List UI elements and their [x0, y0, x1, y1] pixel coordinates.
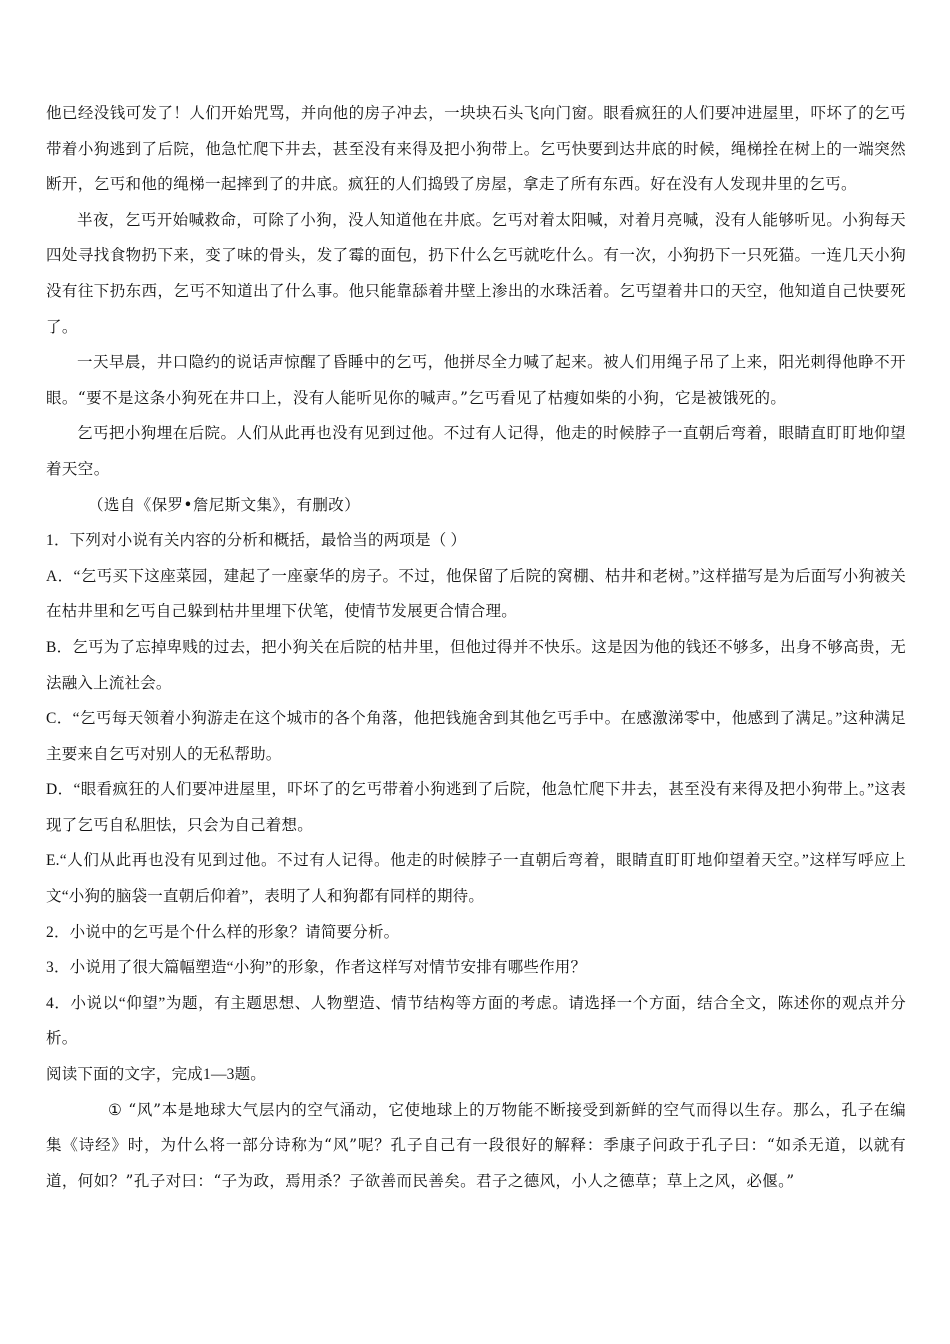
option-b: B．乞丐为了忘掉卑贱的过去，把小狗关在后院的枯井里，但他过得并不快乐。这是因为他的钱还不够多，出身不够高贵，无法融入上流社会。: [46, 638, 906, 692]
story-paragraph-1: 他已经没钱可发了！人们开始咒骂，并向他的房子冲去，一块块石头飞向门窗。眼看疯狂的人们要冲进屋里，吓坏了的乞丐带着小狗逃到了后院，他急忙爬下井去，甚至没有来得及把小狗带上。乞丐快要到达井底的时候，绳梯拴在树上的一端突然断开，乞丐和他的绳梯一起摔到了的井底。疯狂的人们捣毁了房屋，拿走了所有东西。好在没有人发现井里的乞丐。: [46, 104, 906, 194]
section-paragraph-1: [46, 1093, 906, 1200]
document-body: [46, 96, 906, 1199]
option-a: A．“乞丐买下这座菜园，建起了一座豪华的房子。不过，他保留了后院的窝棚、枯井和老树。”这样描写是为后面写小狗被关在枯井里和乞丐自己躲到枯井里埋下伏笔，使情节发展更合情合理。: [46, 567, 906, 621]
section-paragraph-text: “风”本是地球大气层内的空气涌动，它使地球上的万物能不断接受到新鲜的空气而得以生存。那么，孔子在编集《诗经》时，为什么将一部分诗称为“风”呢？孔子自己有一段很好的解释：季康子问政于孔子曰：“如杀无道，以就有道，何如？”孔子对曰：“子为政，焉用杀？子欲善而民善矣。君子之德风，小人之德草；草上之风，必偃。”: [46, 1100, 906, 1190]
option-c: C．“乞丐每天领着小狗游走在这个城市的各个角落，他把钱施舍到其他乞丐手中。在感激涕零中，他感到了满足。”这种满足主要来自乞丐对别人的无私帮助。: [46, 710, 906, 763]
story-paragraph-3: 一天早晨，井口隐约的说话声惊醒了昏睡中的乞丐，他拼尽全力喊了起来。被人们用绳子吊了上来，阳光刺得他睁不开眼。“要不是这条小狗死在井口上，没有人能听见你的喊声。”乞丐看见了枯瘦如柴的小狗，它是被饿死的。: [46, 353, 906, 407]
section-instruction: 阅读下面的文字，完成1—3题。: [46, 1066, 267, 1084]
question-2: 2．小说中的乞丐是个什么样的形象？请简要分析。: [46, 923, 400, 941]
story-paragraph-2: 半夜，乞丐开始喊救命，可除了小狗，没人知道他在井底。乞丐对着太阳喊，对着月亮喊，没有人能够听见。小狗每天四处寻找食物扔下来，变了味的骨头，发了霉的面包，扔下什么乞丐就吃什么。有一次，小狗扔下一只死猫。一连几天小狗没有往下扔东西，乞丐不知道出了什么事。他只能靠舔着井壁上渗出的水珠活着。乞丐望着井口的天空，他知道自己快要死了。: [46, 210, 906, 336]
option-d: D．“眼看疯狂的人们要冲进屋里，吓坏了的乞丐带着小狗逃到了后院，他急忙爬下井去，甚至没有来得及把小狗带上。”这表现了乞丐自私胆怯，只会为自己着想。: [46, 781, 906, 834]
story-paragraph-4: 乞丐把小狗埋在后院。人们从此再也没有见到过他。不过有人记得，他走的时候脖子一直朝后弯着，眼睛直盯盯地仰望着天空。: [46, 424, 906, 478]
question-4: 4．小说以“仰望”为题，有主题思想、人物塑造、情节结构等方面的考虑。请选择一个方面，结合全文，陈述你的观点并分析。: [46, 994, 906, 1048]
question-1: 1．下列对小说有关内容的分析和概括，最恰当的两项是（ ）: [46, 532, 467, 550]
paragraph-number-marker: ①: [108, 1100, 123, 1119]
question-3: 3．小说用了很大篇幅塑造“小狗”的形象，作者这样写对情节安排有哪些作用？: [46, 959, 587, 977]
story-source: （选自《保罗•詹尼斯文集》，有删改）: [88, 495, 361, 514]
option-e: E.“人们从此再也没有见到过他。不过有人记得。他走的时候脖子一直朝后弯着，眼睛直盯盯地仰望着天空。”这样写呼应上文“小狗的脑袋一直朝后仰着”，表明了人和狗都有同样的期待。: [46, 852, 906, 906]
